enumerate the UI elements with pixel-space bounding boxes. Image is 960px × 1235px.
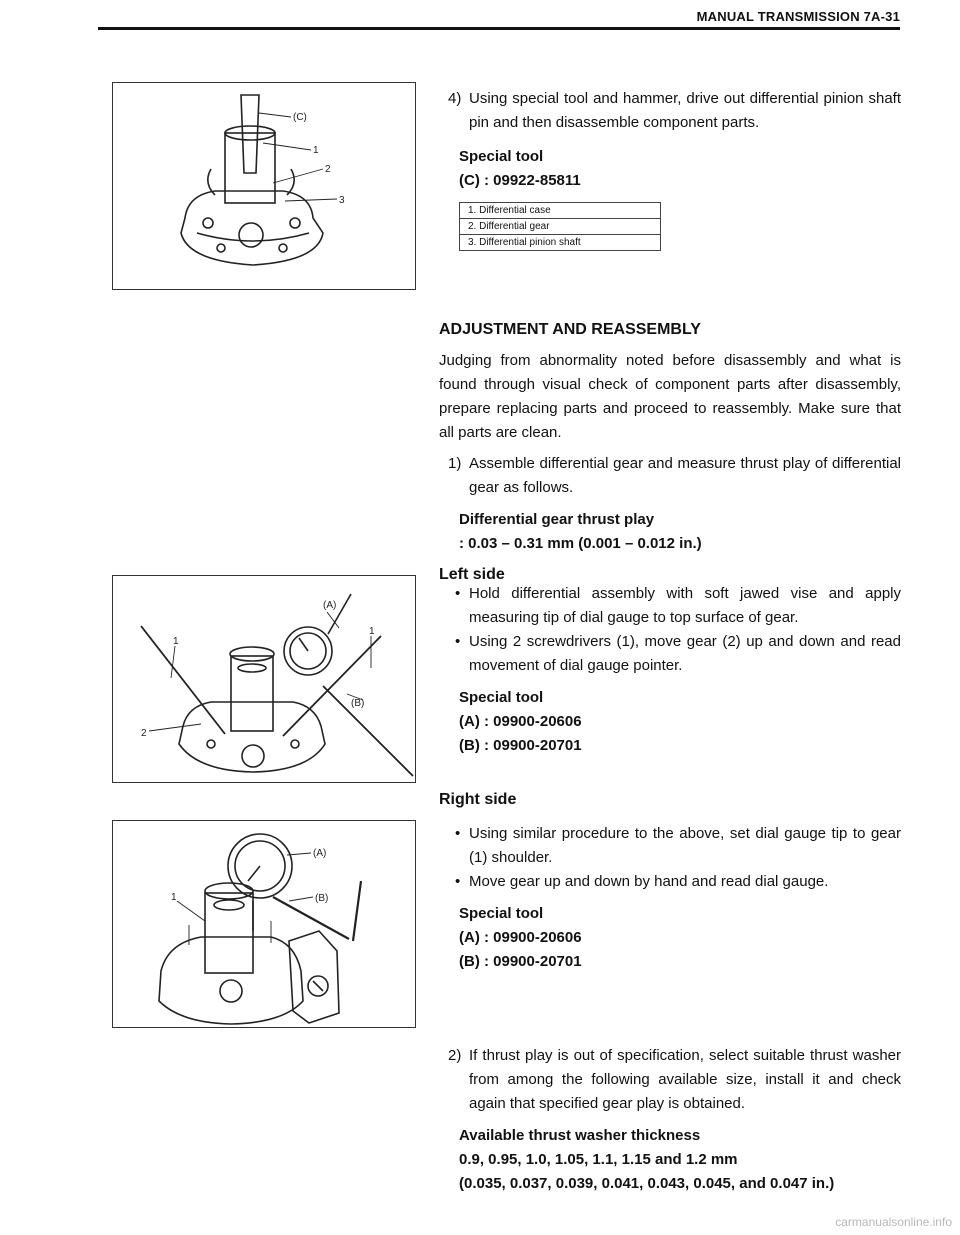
right-side-heading: Right side: [439, 791, 517, 808]
figure-left-side-measurement: [112, 575, 416, 783]
section-heading: ADJUSTMENT AND REASSEMBLY: [439, 321, 701, 338]
figure-3-illustration: [113, 821, 415, 1027]
bullet-dot: •: [455, 585, 461, 602]
left-bullet-1: [439, 582, 901, 630]
figure-2-illustration: [113, 576, 415, 782]
intro-paragraph: Judging from abnormality noted before disassembly and what is found through visual check of component parts after disassembly, prepare replacing parts and proceed to reassembly. Make sure that all parts are clean.: [439, 352, 901, 441]
section-left-side: [439, 582, 901, 758]
right-special-tool-a: (A) : 09900-20606: [459, 929, 582, 946]
parts-legend-table: [459, 202, 661, 251]
fig1-label-1: 1: [313, 145, 319, 156]
figure-1-illustration: [113, 83, 415, 289]
bullet-dot: •: [455, 633, 461, 650]
bullet-dot: •: [455, 873, 461, 890]
left-bullet-2: [439, 630, 901, 678]
spec-label: Differential gear thrust play: [459, 511, 655, 528]
fig1-label-c: (C): [293, 112, 307, 123]
legend-row: 2. Differential gear: [460, 219, 661, 235]
left-special-tool-label: Special tool: [459, 689, 544, 706]
figure-pinion-shaft-removal: [112, 82, 416, 290]
legend-row: 1. Differential case: [460, 203, 661, 219]
step-1: [439, 452, 901, 500]
fig1-label-3: 3: [339, 195, 345, 206]
step-1-number: 1): [448, 455, 462, 472]
header-rule: [98, 27, 900, 30]
section-right-side: [439, 822, 901, 974]
step-2-number: 2): [448, 1047, 462, 1064]
step-2: [439, 1044, 901, 1116]
left-special-tool-b: (B) : 09900-20701: [459, 737, 582, 754]
special-tool-label: Special tool: [459, 148, 544, 165]
step-2-text: If thrust play is out of specification, select suitable thrust washer from among the following available size, install it and check again that specified gear play is obtained.: [469, 1047, 901, 1112]
figure-right-side-measurement: [112, 820, 416, 1028]
fig1-label-2: 2: [325, 164, 331, 175]
washer-thickness-in: (0.035, 0.037, 0.039, 0.041, 0.043, 0.045, and 0.047 in.): [459, 1175, 835, 1192]
legend-row: 3. Differential pinion shaft: [460, 235, 661, 251]
fig3-label-a: (A): [313, 848, 327, 859]
section-adjustment-reassembly: [439, 318, 901, 587]
step-1-text: Assemble differential gear and measure thrust play of differential gear as follows.: [469, 455, 901, 496]
right-special-tool-b: (B) : 09900-20701: [459, 953, 582, 970]
left-bullet-1-text: Hold differential assembly with soft jawed vise and apply measuring tip of dial gauge to top surface of gear.: [469, 585, 901, 626]
section-step-2: [439, 1044, 901, 1196]
fig2-label-a: (A): [323, 600, 337, 611]
left-special-tool-a: (A) : 09900-20606: [459, 713, 582, 730]
right-special-tool-label: Special tool: [459, 905, 544, 922]
fig2-label-2: 2: [141, 728, 147, 739]
fig2-label-b: (B): [351, 698, 365, 709]
right-bullet-1-text: Using similar procedure to the above, set dial gauge tip to gear (1) shoulder.: [469, 825, 901, 866]
washer-thickness-mm: 0.9, 0.95, 1.0, 1.05, 1.1, 1.15 and 1.2 mm: [459, 1151, 738, 1168]
washer-thickness-label: Available thrust washer thickness: [459, 1127, 701, 1144]
fig2-label-1-right: 1: [369, 626, 375, 637]
left-side-heading: Left side: [439, 566, 505, 583]
left-bullet-2-text: Using 2 screwdrivers (1), move gear (2) up and down and read movement of dial gauge pointer.: [469, 633, 901, 674]
right-bullet-2-text: Move gear up and down by hand and read dial gauge.: [469, 873, 829, 890]
step-4: [439, 87, 901, 135]
right-bullet-2: [439, 870, 901, 894]
spec-value: : 0.03 – 0.31 mm (0.001 – 0.012 in.): [459, 535, 702, 552]
page-header-title: MANUAL TRANSMISSION 7A-31: [696, 9, 900, 24]
special-tool-c: (C) : 09922-85811: [459, 172, 581, 189]
section-pinion-shaft: [439, 87, 901, 251]
right-bullet-1: [439, 822, 901, 870]
fig3-label-1: 1: [171, 892, 177, 903]
fig3-label-b: (B): [315, 893, 329, 904]
step-4-number: 4): [448, 90, 462, 107]
footer-watermark: carmanualsonline.info: [835, 1215, 952, 1229]
bullet-dot: •: [455, 825, 461, 842]
fig2-label-1-left: 1: [173, 636, 179, 647]
step-4-text: Using special tool and hammer, drive out differential pinion shaft pin and then disassemble component parts.: [469, 90, 901, 131]
